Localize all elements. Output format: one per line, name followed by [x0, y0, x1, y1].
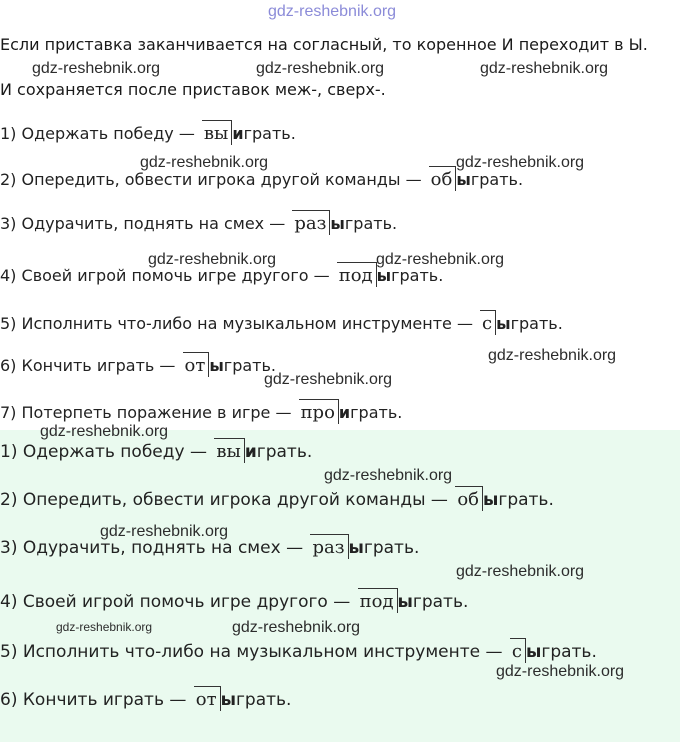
- root-letter: ы: [496, 314, 511, 333]
- site-watermark: gdz-reshebnik.org: [376, 251, 505, 268]
- site-watermark: gdz-reshebnik.org: [456, 154, 585, 171]
- word-prefix: про: [299, 399, 339, 424]
- word-prefix: вы: [202, 120, 232, 145]
- word-prefix: с: [480, 310, 496, 335]
- site-watermark: gdz-reshebnik.org: [496, 663, 625, 680]
- site-watermark: gdz-reshebnik.org: [40, 423, 169, 440]
- root-letter: ы: [456, 170, 471, 189]
- word-prefix: под: [358, 588, 398, 613]
- list-item: 6) Кончить играть — от ыграть.: [0, 686, 291, 711]
- list-item: 1) Одержать победу — вы играть.: [0, 120, 296, 145]
- word-prefix: от: [183, 352, 210, 377]
- root-letter: ы: [220, 690, 236, 710]
- word-prefix: об: [455, 486, 483, 511]
- word-prefix: раз: [310, 534, 348, 559]
- site-watermark: gdz-reshebnik.org: [256, 60, 385, 77]
- list-item: 4) Своей игрой помочь игре другого — под ыграть.: [0, 262, 443, 287]
- list-item: 3) Одурачить, поднять на смех — раз ыграть.: [0, 534, 419, 559]
- root-letter: ы: [330, 214, 345, 233]
- list-item: 1) Одержать победу — вы играть.: [0, 438, 312, 463]
- word-prefix: об: [429, 166, 457, 191]
- root-letter: ы: [397, 592, 413, 612]
- list-item: 4) Своей игрой помочь игре другого — под ыграть.: [0, 588, 468, 613]
- list-item: 5) Исполнить что-либо на музыкальном инструменте — с ыграть.: [0, 310, 563, 335]
- root-letter: ы: [348, 538, 364, 558]
- list-item: 2) Опередить, обвести игрока другой команды — об ыграть.: [0, 166, 523, 191]
- site-watermark: gdz-reshebnik.org: [480, 60, 609, 77]
- list-item: 2) Опередить, обвести игрока другой команды — об ыграть.: [0, 486, 554, 511]
- list-item: 5) Исполнить что-либо на музыкальном инструменте — с ыграть.: [0, 638, 597, 663]
- site-watermark: gdz-reshebnik.org: [268, 3, 397, 20]
- root-letter: ы: [526, 642, 542, 662]
- site-watermark: gdz-reshebnik.org: [140, 154, 269, 171]
- site-watermark: gdz-reshebnik.org: [148, 251, 277, 268]
- rule-text: Если приставка заканчивается на согласный, то коренное И переходит в Ы.: [0, 35, 648, 54]
- root-letter: ы: [209, 356, 224, 375]
- word-prefix: вы: [214, 438, 244, 463]
- word-prefix: с: [510, 638, 526, 663]
- rule-exception: И сохраняется после приставок меж-, сверх-.: [0, 80, 386, 99]
- site-watermark: gdz-reshebnik.org: [232, 619, 361, 636]
- site-watermark: gdz-reshebnik.org: [488, 347, 617, 364]
- word-prefix: от: [194, 686, 221, 711]
- list-item: 6) Кончить играть — от ыграть.: [0, 352, 276, 377]
- site-watermark: gdz-reshebnik.org: [456, 563, 585, 580]
- list-item: 3) Одурачить, поднять на смех — раз ыграть.: [0, 210, 397, 235]
- site-watermark: gdz-reshebnik.org: [324, 467, 453, 484]
- site-watermark: gdz-reshebnik.org: [264, 371, 393, 388]
- site-watermark: gdz-reshebnik.org: [56, 620, 153, 634]
- root-letter: и: [338, 403, 351, 422]
- root-letter: ы: [483, 490, 499, 510]
- list-item: 7) Потерпеть поражение в игре — про играть.: [0, 399, 402, 424]
- root-letter: и: [244, 442, 257, 462]
- root-letter: и: [232, 124, 244, 143]
- word-prefix: под: [337, 262, 377, 287]
- site-watermark: gdz-reshebnik.org: [32, 60, 161, 77]
- word-prefix: раз: [292, 210, 330, 235]
- site-watermark: gdz-reshebnik.org: [100, 523, 229, 540]
- root-letter: ы: [376, 266, 392, 285]
